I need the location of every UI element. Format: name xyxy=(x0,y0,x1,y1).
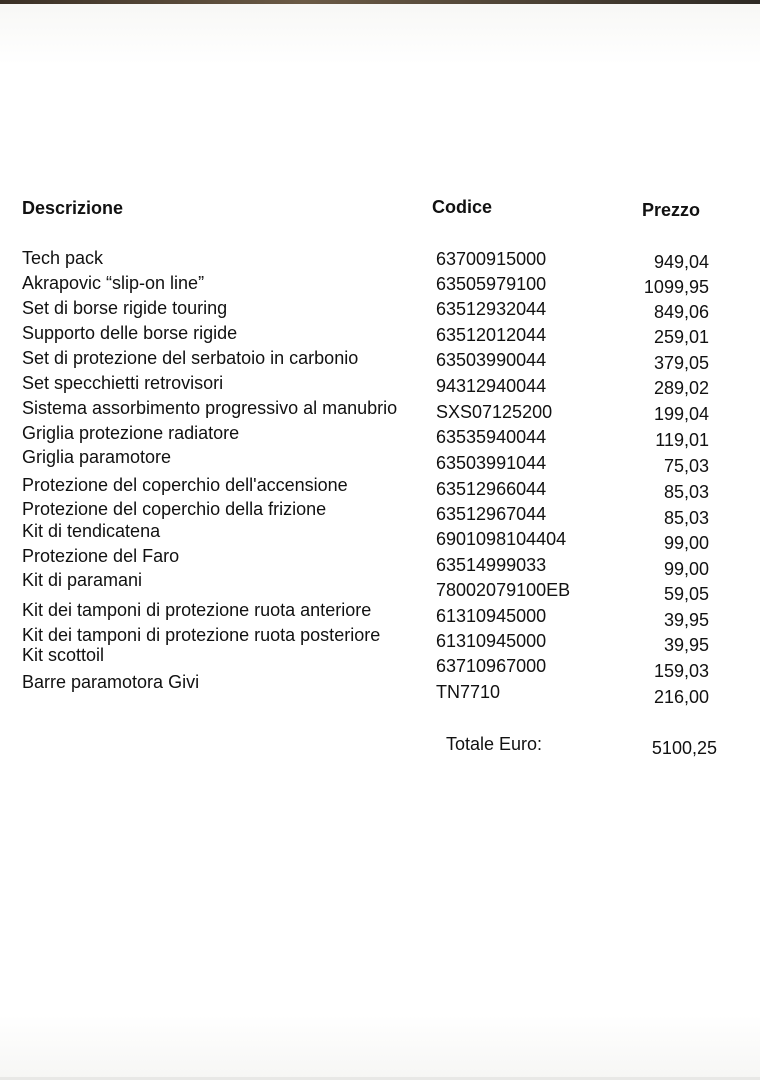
item-price: 99,00 xyxy=(663,559,709,579)
item-code: 78002079100EB xyxy=(436,580,571,600)
item-price: 59,05 xyxy=(663,584,709,604)
item-price: 39,95 xyxy=(663,610,709,630)
item-description: Griglia protezione radiatore xyxy=(22,423,240,443)
item-description: Set specchietti retrovisori xyxy=(22,373,224,393)
item-description: Tech pack xyxy=(22,248,104,268)
item-price: 216,00 xyxy=(653,687,709,707)
header-code: Codice xyxy=(432,197,493,217)
item-code: 63535940044 xyxy=(436,427,547,447)
item-description: Kit dei tamponi di protezione ruota posteriore xyxy=(22,625,381,645)
item-description: Griglia paramotore xyxy=(22,447,172,467)
item-code: 6901098104404 xyxy=(436,529,567,549)
item-description: Supporto delle borse rigide xyxy=(22,323,238,343)
header-description: Descrizione xyxy=(22,198,124,218)
item-price: 99,00 xyxy=(663,533,709,553)
header-price: Prezzo xyxy=(642,200,701,220)
item-price: 379,05 xyxy=(653,353,709,373)
item-description: Kit scottoil xyxy=(22,645,105,665)
item-price: 85,03 xyxy=(663,482,709,502)
item-description: Protezione del coperchio dell'accensione xyxy=(22,475,348,495)
item-code: 63503990044 xyxy=(436,350,547,370)
item-price: 75,03 xyxy=(663,456,709,476)
item-price: 849,06 xyxy=(653,302,709,322)
item-description: Akrapovic “slip-on line” xyxy=(22,273,205,293)
item-price: 159,03 xyxy=(653,661,709,681)
item-price: 119,01 xyxy=(655,430,709,450)
item-code: 63512967044 xyxy=(436,504,547,524)
item-code: 63512966044 xyxy=(436,479,547,499)
item-description: Barre paramotora Givi xyxy=(22,672,200,692)
item-description: Kit di paramani xyxy=(22,570,143,590)
item-description: Sistema assorbimento progressivo al manubrio xyxy=(22,398,398,418)
item-code: 63503991044 xyxy=(436,453,547,473)
item-code: 63512932044 xyxy=(436,299,547,319)
item-code: 63700915000 xyxy=(436,249,547,269)
item-price: 259,01 xyxy=(653,327,709,347)
item-code: 63505979100 xyxy=(436,274,547,294)
item-code: 63512012044 xyxy=(436,325,547,345)
item-price: 39,95 xyxy=(663,635,709,655)
item-description: Protezione del coperchio della frizione xyxy=(22,499,327,519)
total-value: 5100,25 xyxy=(651,738,717,758)
item-code: 61310945000 xyxy=(436,606,547,626)
item-code: 63710967000 xyxy=(436,656,547,676)
item-price: 1099,95 xyxy=(643,277,709,297)
item-code: TN7710 xyxy=(436,682,501,702)
item-code: 61310945000 xyxy=(436,631,547,651)
total-label: Totale Euro: xyxy=(446,734,543,754)
item-code: SXS07125200 xyxy=(436,402,553,422)
item-code: 94312940044 xyxy=(436,376,547,396)
item-code: 63514999033 xyxy=(436,555,547,575)
item-description: Kit dei tamponi di protezione ruota anteriore xyxy=(22,600,372,620)
item-price: 85,03 xyxy=(663,508,709,528)
item-price: 289,02 xyxy=(653,378,709,398)
item-description: Set di borse rigide touring xyxy=(22,298,228,318)
item-price: 949,04 xyxy=(653,252,709,272)
item-description: Protezione del Faro xyxy=(22,546,180,566)
item-description: Set di protezione del serbatoio in carbonio xyxy=(22,348,359,368)
item-price: 199,04 xyxy=(653,404,709,424)
item-description: Kit di tendicatena xyxy=(22,521,161,541)
